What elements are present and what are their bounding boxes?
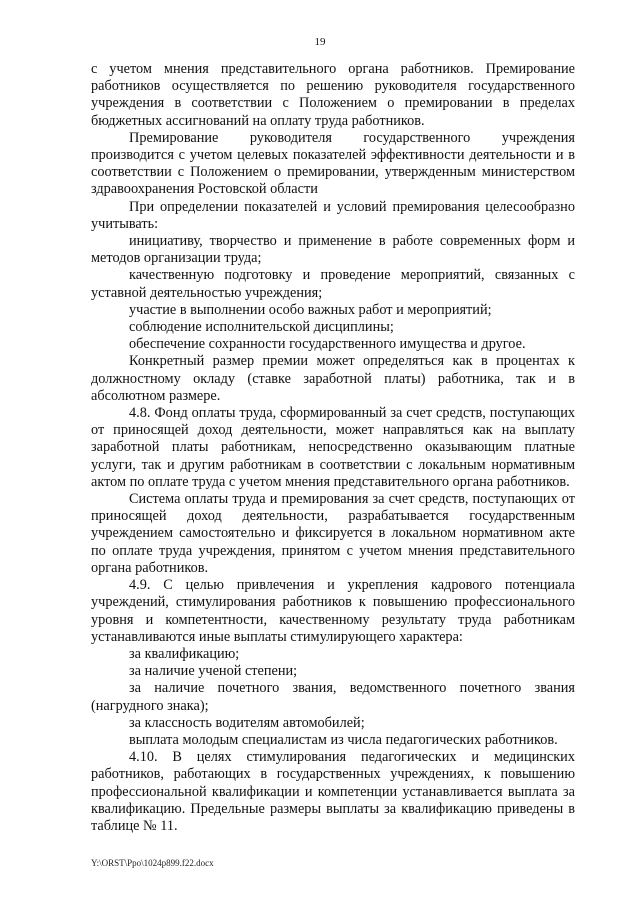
paragraph: 4.10. В целях стимулирования педагогических и медицинских работников, работающих в государственных учреждениях, к повышению профессиональной квалификации и компетенции устанавливается выплата за квалификацию. Предельные размеры выплаты за квалификацию приведены в таблице № 11. bbox=[91, 749, 575, 834]
paragraph: участие в выполнении особо важных работ и мероприятий; bbox=[129, 301, 492, 318]
paragraph: Система оплаты труда и премирования за счет средств, поступающих от приносящей доход деятельности, разрабатывается государственным учреждением самостоятельно и фиксируется в локальном нормативном акте по оплате труда учреждения, принятом с учетом мнения представительного органа работников. bbox=[91, 491, 575, 576]
paragraph: 4.9. С целью привлечения и укрепления кадрового потенциала учреждений, стимулирования работников к повышению профессионального уровня и компетентности, качественному результату труда работникам устанавливаются иные выплаты стимулирующего характера: bbox=[91, 577, 575, 645]
paragraph: Премирование руководителя государственного учреждения производится с учетом целевых показателей эффективности деятельности и в соответствии с Положением о премировании, утвержденным министерством здравоохранения Ростовской области bbox=[91, 129, 575, 198]
footer-file-path: Y:\ORST\Ppo\1024p899.f22.docx bbox=[91, 858, 214, 868]
paragraph: качественную подготовку и проведение мероприятий, связанных с уставной деятельностью учреждения; bbox=[91, 267, 575, 301]
paragraph: инициативу, творчество и применение в работе современных форм и методов организации труда; bbox=[91, 233, 575, 267]
paragraph: с учетом мнения представительного органа работников. Премирование работников осуществляется по решению руководителя государственного учреждения в соответствии с Положением о премировании в пределах бюджетных ассигнований на оплату труда работников. bbox=[91, 61, 575, 129]
paragraph: выплата молодым специалистам из числа педагогических работников. bbox=[129, 731, 558, 748]
paragraph: за квалификацию; bbox=[129, 645, 240, 662]
paragraph: При определении показателей и условий премирования целесообразно учитывать: bbox=[91, 198, 575, 232]
paragraph: за наличие почетного звания, ведомственного почетного звания (нагрудного знака); bbox=[91, 680, 575, 714]
page-number: 19 bbox=[314, 36, 326, 48]
paragraph: 4.8. Фонд оплаты труда, сформированный за счет средств, поступающих от приносящей доход деятельности, может направляться как на выплату заработной платы работникам, непосредственно оказывающим платные услуги, так и другим работникам в соответствии с локальным нормативным актом по оплате труда с учетом мнения представительного органа работников. bbox=[91, 405, 575, 490]
document-body bbox=[91, 61, 575, 835]
paragraph: Конкретный размер премии может определяться как в процентах к должностному окладу (ставке заработной платы) работника, так и в абсолютном размере. bbox=[91, 353, 575, 404]
paragraph: за классность водителям автомобилей; bbox=[129, 714, 365, 731]
paragraph: за наличие ученой степени; bbox=[129, 663, 298, 680]
paragraph: соблюдение исполнительской дисциплины; bbox=[129, 319, 394, 336]
paragraph: обеспечение сохранности государственного имущества и другое. bbox=[129, 336, 526, 353]
